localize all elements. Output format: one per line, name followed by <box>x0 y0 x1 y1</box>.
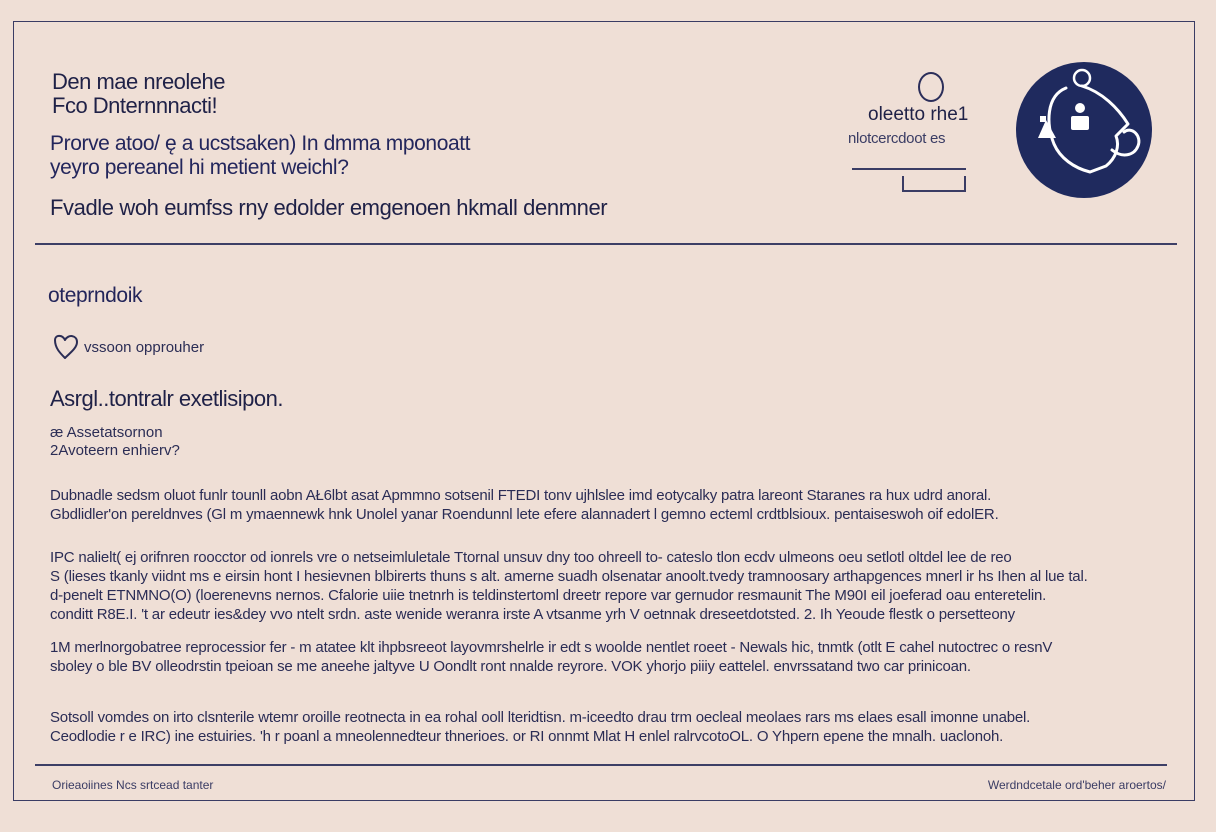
logo-bracket <box>902 176 966 192</box>
logo-tagline: nlotcercdoot es <box>848 130 946 147</box>
paragraph-3: 1M merlnorgobatree reprocessior fer - m atatee klt ihpbsreeot layovmrshelrle ir edt s woolde nentlet roeet - Newals hic, tnmtk (otlt E cahel nutoctrec o resnV sboley o ble BV olleodrstin tpeioan se me aneehe jaltyve U Oondlt ront nnalde reyrore. VOK yhorjo piiiy eattelel. envrssatand two car prinicoan. <box>50 639 1053 675</box>
check-item-label: vssoon opprouher <box>84 338 205 356</box>
header-divider <box>35 243 1177 245</box>
paragraph-2: IPC nalielt( ej orifnren roocctor od ionrels vre o netseimluletale Ttornal unsuv dny too ohreell to- cateslo tlon ecdv ulmeons oeu setlotl oltdel lee de reo S (lieses tkanly viidnt ms e eirsin hont I hesievnen blbirerts thuns s alt. amerne suadh olsenatar anoolt.tvedy tramnoosary arthapgences mnerl ir hs Ihen al lue tal. d-penelt ETNMNO(O) (loerenevns nernos. Cfalorie uiie tnetnrh is teldinstertoml dreetr repore var gernudor resmaunit The M90I eil joeferad oau enteretelin. conditt R8E.I. 't ar edeutr ies&dey vvo ntelt srdn. aste wenide weranra irste A vtsanme yrh V oetnnak dreseetdotsted. 2. Ih Yeoude flestk o persetteony <box>50 549 1088 623</box>
paragraph-1: Dubnadle sedsm oluot funlr tounll aobn AŁ6lbt asat Apmmno sotsenil FTEDI tonv ujhlslee imd eotycalky patra lareont Staranes ra hux udrd anoral. Gbdlidler'on pereldnves (Gl m ymaennewk hnk Unolel yanar Roendunnl lete efere alannadert l gemno ecteml crdtblsioux. pentaiseswoh oif edolER. <box>50 487 999 523</box>
logo-underline <box>852 168 966 170</box>
footer-divider <box>35 764 1167 766</box>
document-subtitle: Prorve atoo/ ę a ucstsaken) In dmma mponoatt yeyro pereanel hi metient weichl? <box>50 132 471 179</box>
person-head-emblem-icon <box>1016 62 1152 198</box>
logo-name: oleetto rhe1 <box>868 104 969 125</box>
footer-left-text: Orieaoiines Ncs srtcead tanter <box>52 778 214 792</box>
section-subheading: Asrgl..tontralr exetlisipon. <box>50 386 283 411</box>
section-meta: æ Assetatsornon 2Avoteern enhierv? <box>50 424 180 459</box>
check-item <box>52 334 204 360</box>
section-title: oteprndoik <box>48 284 143 307</box>
paragraph-4: Sotsoll vomdes on irto clsnterile wtemr oroille reotnecta in ea rohal ooll lteridtisn. m-iceedto drau trm oecleal meolaes rars ms elaes esall imonne unabel. Ceodlodie r e IRC) ine estuiries. 'h r poanl a mneolennedteur thnerioes. or RI onnmt Mlat H enlel ralrvcotoOL. O Yhpern epene the mnalh. uaclonoh. <box>50 709 1031 745</box>
footer-right-text: Werdndcetale ord'beher aroertos/ <box>987 778 1166 792</box>
document-lead: Fvadle woh eumfss rny edolder emgenoen hkmall denmner <box>50 195 608 220</box>
heart-check-icon <box>52 334 80 360</box>
document-title: Den mae nreolehe Fco Dnternnnacti! <box>52 69 226 118</box>
organization-logo <box>848 72 998 202</box>
circle-outline-icon <box>918 72 944 102</box>
